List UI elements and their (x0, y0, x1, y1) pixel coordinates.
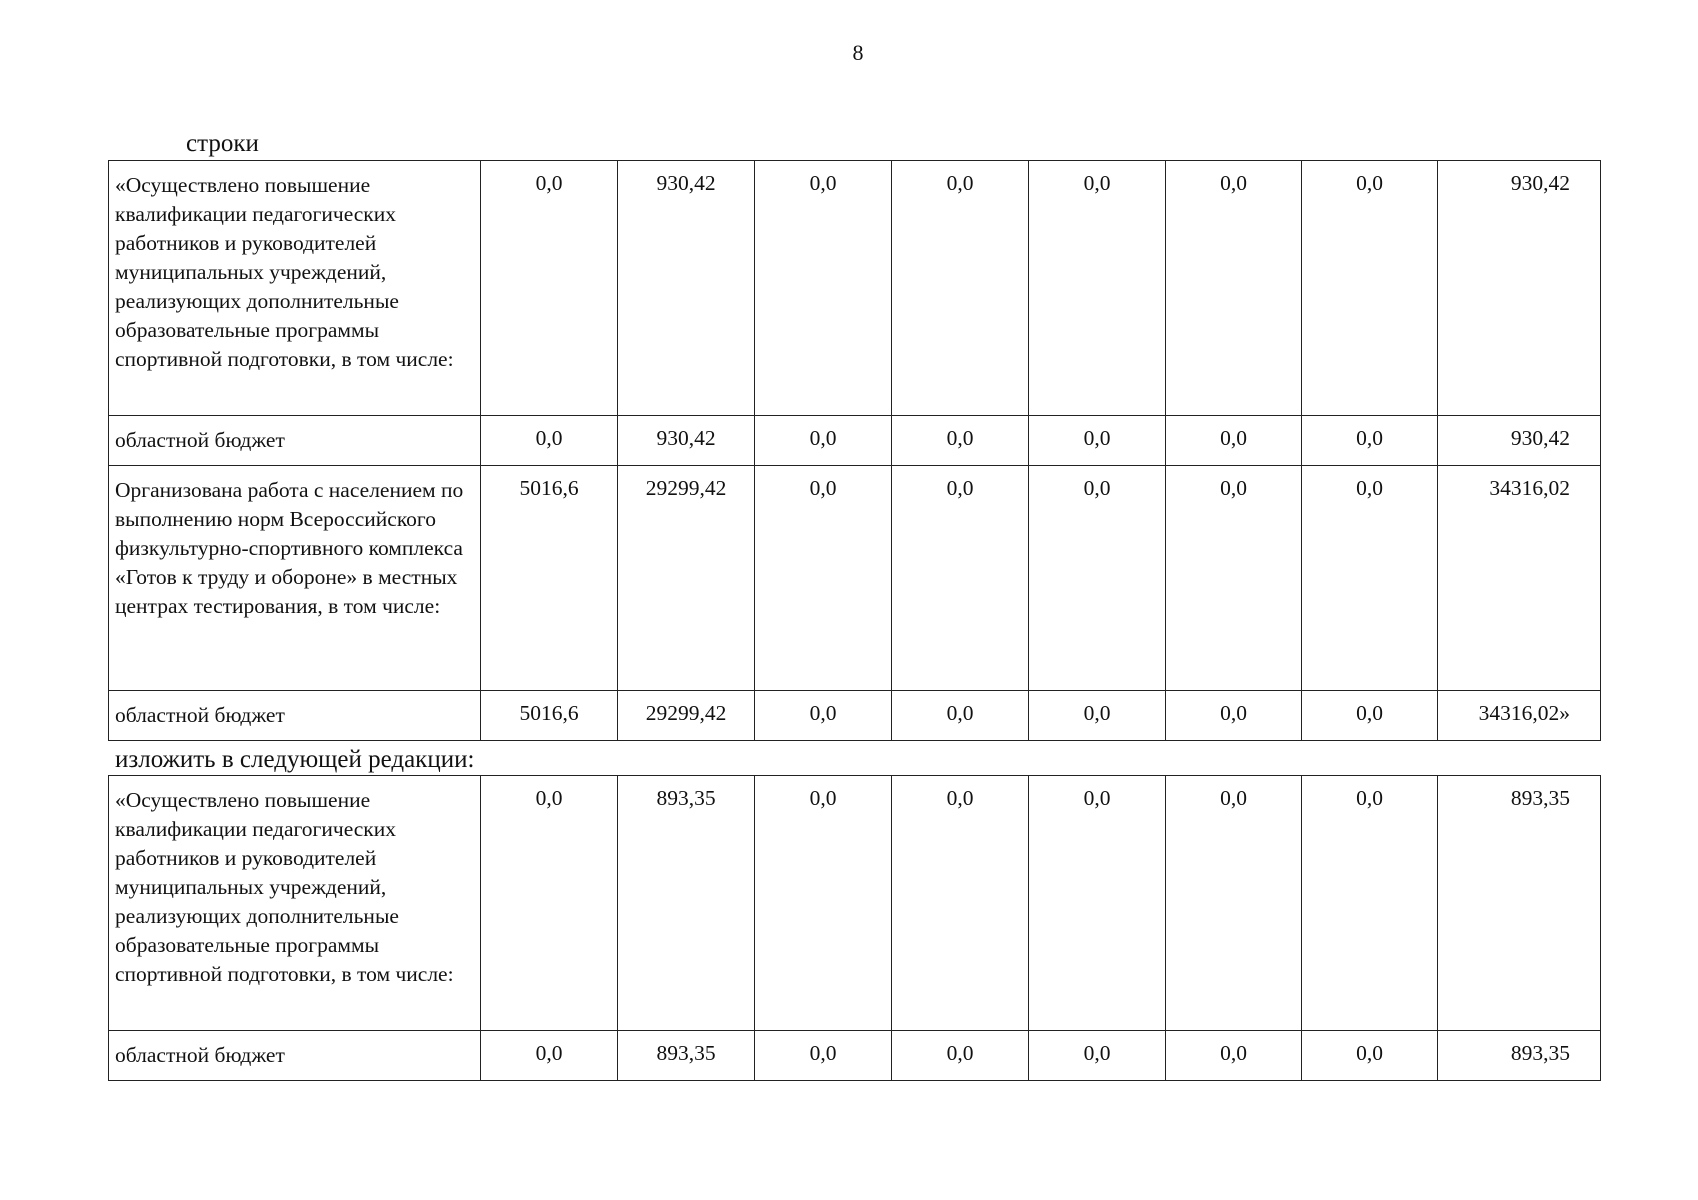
value-cell: 0,0 (481, 161, 618, 416)
value-cell: 0,0 (481, 416, 618, 466)
value-cell: 0,0 (1029, 691, 1166, 741)
value-cell: 34316,02 (1438, 466, 1601, 691)
table-original-rows (108, 160, 1601, 741)
table-new-rows (108, 775, 1601, 1081)
value-cell: 29299,42 (618, 691, 755, 741)
value-cell: 893,35 (1438, 776, 1601, 1031)
row-label-cell: областной бюджет (109, 416, 481, 466)
value-cell: 0,0 (755, 416, 892, 466)
value-cell: 893,35 (618, 1031, 755, 1081)
row-label-cell: областной бюджет (109, 1031, 481, 1081)
value-cell: 0,0 (1302, 466, 1438, 691)
caption-before-table: строки (186, 130, 259, 157)
value-cell: 930,42 (1438, 161, 1601, 416)
value-cell: 0,0 (755, 776, 892, 1031)
value-cell: 0,0 (1302, 691, 1438, 741)
value-cell: 0,0 (1166, 691, 1302, 741)
value-cell: 930,42 (618, 416, 755, 466)
value-cell: 0,0 (892, 776, 1029, 1031)
value-cell: 0,0 (1166, 1031, 1302, 1081)
value-cell: 0,0 (1166, 776, 1302, 1031)
table-row (109, 776, 1601, 1031)
value-cell: 0,0 (755, 691, 892, 741)
row-label-cell: «Осуществлено повышение квалификации педагогических работников и руководителей муниципальных учреждений, реализующих дополнительные образовательные программы спортивной подготовки, в том числе: (109, 161, 481, 416)
table-row (109, 466, 1601, 691)
value-cell: 0,0 (1029, 466, 1166, 691)
page-number: 8 (852, 40, 864, 65)
value-cell: 893,35 (618, 776, 755, 1031)
value-cell: 0,0 (1166, 416, 1302, 466)
value-cell: 0,0 (892, 691, 1029, 741)
row-label-cell: областной бюджет (109, 691, 481, 741)
table-row (109, 416, 1601, 466)
value-cell: 34316,02» (1438, 691, 1601, 741)
value-cell: 0,0 (1029, 776, 1166, 1031)
value-cell: 0,0 (1302, 416, 1438, 466)
value-cell: 0,0 (1302, 161, 1438, 416)
value-cell: 5016,6 (481, 691, 618, 741)
table-row (109, 691, 1601, 741)
value-cell: 0,0 (1166, 466, 1302, 691)
value-cell: 0,0 (1029, 1031, 1166, 1081)
value-cell: 893,35 (1438, 1031, 1601, 1081)
value-cell: 930,42 (618, 161, 755, 416)
value-cell: 0,0 (892, 1031, 1029, 1081)
value-cell: 0,0 (1029, 416, 1166, 466)
table-row (109, 161, 1601, 416)
table-row (109, 1031, 1601, 1081)
value-cell: 29299,42 (618, 466, 755, 691)
value-cell: 0,0 (1166, 161, 1302, 416)
table-new-body (109, 776, 1601, 1081)
row-label-cell: Организована работа с населением по выполнению норм Всероссийского физкультурно-спортивного комплекса «Готов к труду и обороне» в местных центрах тестирования, в том числе: (109, 466, 481, 691)
caption-after-table: изложить в следующей редакции: (115, 746, 475, 773)
value-cell: 0,0 (892, 416, 1029, 466)
value-cell: 0,0 (1302, 776, 1438, 1031)
value-cell: 0,0 (755, 1031, 892, 1081)
value-cell: 0,0 (1302, 1031, 1438, 1081)
value-cell: 930,42 (1438, 416, 1601, 466)
table-original-body (109, 161, 1601, 741)
row-label-cell: «Осуществлено повышение квалификации педагогических работников и руководителей муниципальных учреждений, реализующих дополнительные образовательные программы спортивной подготовки, в том числе: (109, 776, 481, 1031)
value-cell: 0,0 (1029, 161, 1166, 416)
value-cell: 5016,6 (481, 466, 618, 691)
value-cell: 0,0 (892, 161, 1029, 416)
value-cell: 0,0 (481, 776, 618, 1031)
value-cell: 0,0 (481, 1031, 618, 1081)
value-cell: 0,0 (892, 466, 1029, 691)
value-cell: 0,0 (755, 466, 892, 691)
value-cell: 0,0 (755, 161, 892, 416)
